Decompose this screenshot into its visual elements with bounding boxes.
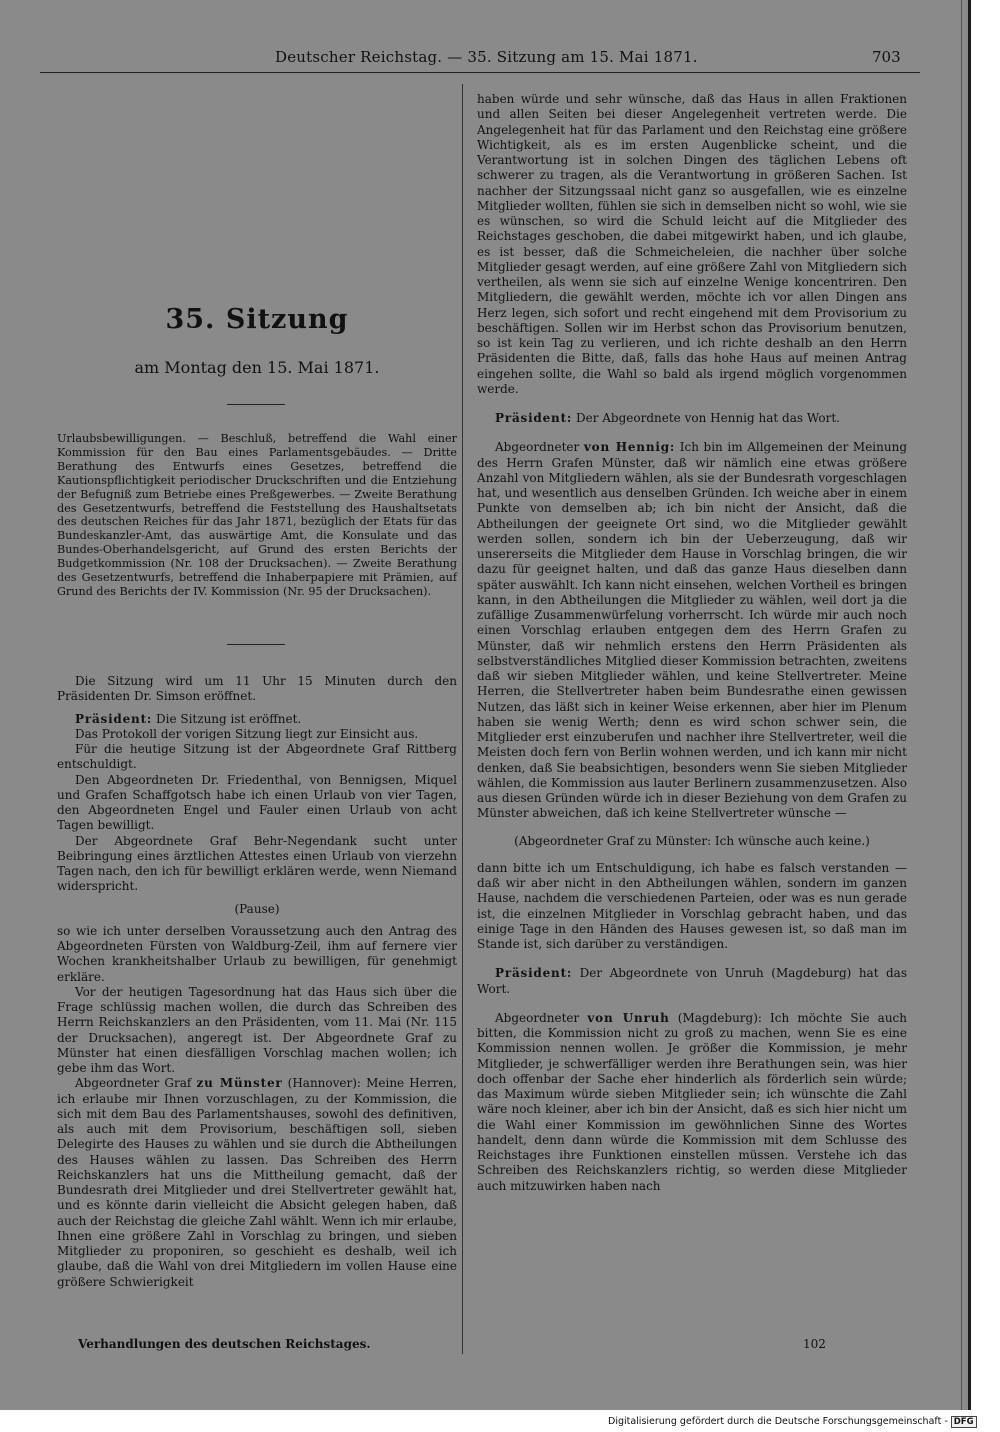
paragraph: Für die heutige Sitzung ist der Abgeordnete Graf Rittberg entschuldigt. [57,742,457,772]
paragraph [477,411,907,426]
speaker-title: Abgeordneter Graf [75,1076,197,1091]
heading-rule [227,404,285,405]
agenda-rule [227,644,285,645]
pause-note: (Pause) [234,901,280,916]
speaker-name: Präsident: [495,411,573,425]
paragraph [477,440,907,821]
paragraph: dann bitte ich um Entschuldigung, ich habe es falsch verstanden — daß wir aber nicht in den Abtheilungen wählen, sondern im ganzen Hause, nachdem die verschiedenen Parteien, oder was es nun gerade ist, die einzelnen Mitglieder in Vorschlag gebracht haben, und das einige Tage in den Händen des Hauses gewesen ist, so daß man im Stande ist, sich darüber zu verständigen. [477,860,907,951]
page-edge [968,0,971,1410]
paragraph: haben würde und sehr wünsche, daß das Haus in allen Fraktionen und allen Seiten bei dieser Angelegenheit vertreten werde. Die Angelegenheit hat für das Parlament und den Reichstag eine größere Wichtigkeit, als es im ersten Augenblicke scheint, und die Verantwortung ist in solchen Dingen des täglichen Lebens oft schwerer zu tragen, als die Verantwortung in größeren Sachen. Ist nachher der Sitzungssaal nicht ganz so ausgefallen, wie es einzelne Mitglieder wollten, fühlen sie sich in demselben nicht so wohl, wie sie es wünschen, so wird die Schuld leicht auf die Mitglieder des Reichstages geschoben, die dabei mitgewirkt haben, und ich glaube, es ist besser, daß die Schmeicheleien, die nachher über solche Mitglieder gesagt werden, auf eine größere Zahl von Mitgliedern sich vertheilen, als wenn sie sich auf einzelne Wenige koncentriren. Den Mitgliedern, die gewählt werden, möchte ich vor allen Dingen ans Herz legen, sich sofort und recht eingehend mit dem Provisorium zu beschäftigen. Sollen wir im Herbst schon das Provisorium benutzen, so ist kein Tag zu verlieren, und ich richte deshalb an den Herrn Präsidenten die Bitte, daß, falls das hohe Haus auf meinen Antrag eingehen sollte, die Wahl so bald als irgend möglich vorgenommen werde. [477,92,907,396]
speech-text: (Magdeburg): Ich möchte Sie auch bitten, die Kommission nicht zu groß zu machen, wenn Sie es eine Kommission nennen wollen. Je größer die Kommission, je mehr Mitglieder, je schwerfälliger werden ihre Berathungen sein, was hier doch offenbar der Sache eher hinderlich als förderlich sein würde; das Maximum würde sieben Mitglieder sein; ich wünschte die Zahl wäre noch kleiner, aber ich bin der Ansicht, daß es sich hier nicht um die Wahl einer Kommission im gewöhnlichen Sinne des Wortes handelt, denn dann würde die Kommission mit dem Schlusse des Reichstages ihre Funktionen einstellen müssen. Verstehe ich das Schreiben des Reichskanzlers richtig, so werden diese Mitglieder auch mitzuwirken haben nach [477,1010,908,1193]
column-divider [462,84,463,1354]
speech-text: (Hannover): Meine Herren, ich erlaube mir Ihnen vorzuschlagen, zu der Kommission, die sich mit dem Bau des Parlamentshauses, sowohl des definitiven, als auch mit dem Provisorium, beschäftigen soll, sieben Delegirte des Hauses zu wählen und sie durch die Abtheilungen des Hauses wählen zu lassen. Das Schreiben des Herrn Reichskanzlers hat uns die Mittheilung gemacht, daß der Bundesrath drei Mitglieder und drei Stellvertreter gewählt hat, und es könnte darin vielleicht die Absicht gelegen haben, daß auch der Reichstag die gleiche Zahl wählt. Wenn ich mir erlaube, Ihnen eine größere Zahl in Vorschlag zu bringen, und sieben Mitglieder zu proponiren, so geschieht es deshalb, weil ich glaube, daß die Wahl von drei Mitgliedern im vollen Hause eine größere Schwierigkeit [57,1076,457,1289]
paragraph [477,1011,907,1194]
digitization-credit [608,1416,977,1428]
interjection: (Abgeordneter Graf zu Münster: Ich wünsche auch keine.) [514,833,870,848]
paragraph [57,712,457,727]
paragraph: Die Sitzung wird um 11 Uhr 15 Minuten durch den Präsidenten Dr. Simson eröffnet. [57,674,457,704]
left-body [57,674,457,1290]
speaker-name: Präsident: [75,711,153,726]
speaker-title: Abgeordneter [495,1010,588,1025]
speaker-title: Abgeordneter [495,440,584,455]
speaker-name: von Unruh [587,1010,670,1025]
session-date: am Montag den 15. Mai 1871. [134,358,380,377]
paragraph [477,966,907,997]
dfg-logo: DFG [951,1416,977,1428]
left-column [57,0,457,1360]
signature-number: 102 [803,1337,826,1351]
footer-publication: Verhandlungen des deutschen Reichstages. [78,1337,371,1351]
paragraph: Das Protokoll der vorigen Sitzung liegt zur Einsicht aus. [75,726,419,741]
speaker-name: zu Münster [196,1076,283,1091]
running-title: Deutscher Reichstag. — 35. Sitzung am 15. Mai 1871. [275,48,698,66]
page-edge-shadow [961,0,962,1410]
speech-text: Die Sitzung ist eröffnet. [152,711,302,726]
paragraph: Der Abgeordnete Graf Behr-Negendank sucht unter Beibringung eines ärztlichen Attestes einen Urlaub von vierzehn Tagen nach, den ich für bewilligt erklären werde, wenn Niemand widerspricht. [57,833,457,894]
speech-text: Ich bin im Allgemeinen der Meinung des Herrn Grafen Münster, daß wir nämlich eine etwas größere Anzahl von Mitgliedern wählen, als sie der Bundesrath vorgeschlagen hat, und wesentlich aus denselben Gründen. Ich weiche aber in einem Punkte von demselben ab; ich bin nicht der Ansicht, daß die Abtheilungen der geeignete Ort sind, wo die Mitglieder gewählt werden sollen, sondern ich bin der Ueberzeugung, daß wir unsererseits die Mitglieder dem Hause in Vorschlag bringen, die wir dazu für geeignet halten, und daß das ganze Haus dieselben dann später auswählt. Ich kann nicht einsehen, welchen Vortheil es bringen kann, in den Abtheilungen die Mitglieder zu wählen, weil dort ja die zufällige Zusammenwürfelung vorherrscht. Ich würde mir auch noch einen Vorschlag erlauben entgegen dem des Herrn Grafen zu Münster, daß wir nehmlich erstens den Herrn Präsidenten als selbstverständliches Mitglied dieser Kommission betrachten, zweitens daß wir sieben Mitglieder wählen, und keine Stellvertreter. Meine Herren, die Stellvertreter haben beim Bundesrathe einen gewissen Nutzen, das läßt sich in keiner Weise erkennen, aber hier im Plenum haben sie wenig Werth; denn es wird schon schwer sein, die Mitglieder erst einzuberufen und nachher ihre Stellvertreter, weil die Meisten doch fern von Berlin wohnen werden, und ich kann mir nicht denken, daß Sie beabsichtigen, besonders wenn Sie sieben Mitglieder wählen, die Kommission aus lauter Berlinern zusammenzusetzen. Also aus diesen Gründen würde ich in dieser Beziehung von dem Grafen zu Münster abweichen, daß ich keine Stellvertreter wünsche — [477,440,908,821]
page-number: 703 [872,48,901,66]
speaker-name: Präsident: [495,966,573,981]
speaker-name: von Hennig: [583,440,676,455]
paragraph [57,1076,457,1290]
right-column [477,92,907,1194]
session-heading: 35. Sitzung [165,304,349,335]
speech-text: Der Abgeordnete von Hennig hat das Wort. [572,411,840,425]
credit-text: Digitalisierung gefördert durch die Deutsche Forschungsgemeinschaft - [608,1416,948,1427]
paragraph: Den Abgeordneten Dr. Friedenthal, von Bennigsen, Miquel und Grafen Schaffgotsch habe ich einen Urlaub von vier Tagen, den Abgeordneten Engel und Fauler einen Urlaub von acht Tagen bewilligt. [57,772,457,833]
speech-text: Der Abgeordnete von Unruh (Magdeburg) hat das Wort. [477,966,907,996]
paragraph: so wie ich unter derselben Voraussetzung auch den Antrag des Abgeordneten Fürsten von Waldburg-Zeil, ihm auf fernere vier Wochen krankheitshalber Urlaub zu bewilligen, für genehmigt erkläre. [57,923,457,984]
paragraph: Vor der heutigen Tagesordnung hat das Haus sich über die Frage schlüssig machen wollen, die durch das Schreiben des Herrn Reichskanzlers an den Präsidenten, vom 11. Mai (Nr. 115 der Drucksachen), angeregt ist. Der Abgeordnete Graf zu Münster hat einen diesfälligen Vorschlag machen wollen; ich gebe ihm das Wort. [57,984,457,1075]
agenda-summary: Urlaubsbewilligungen. — Beschluß, betreffend die Wahl einer Kommission für den Bau eines Parlamentsgebäudes. — Dritte Berathung des Entwurfs eines Gesetzes, betreffend die Kautionspflichtigkeit periodischer Druckschriften und die Entziehung der Befugniß zum Betriebe eines Preßgewerbes. — Zweite Berathung des Gesetzentwurfs, betreffend die Feststellung des Haushaltsetats des deutschen Reiches für das Jahr 1871, bezüglich der Etats für das Bundeskanzler-Amt, das auswärtige Amt, die Konsulate und das Bundes-Oberhandelsgericht, auf Grund des ersten Berichts der Budgetkommission (Nr. 108 der Drucksachen). — Zweite Berathung des Gesetzentwurfs, betreffend die Inhaberpapiere mit Prämien, auf Grund des Berichts der IV. Kommission (Nr. 95 der Drucksachen). [57,432,457,598]
